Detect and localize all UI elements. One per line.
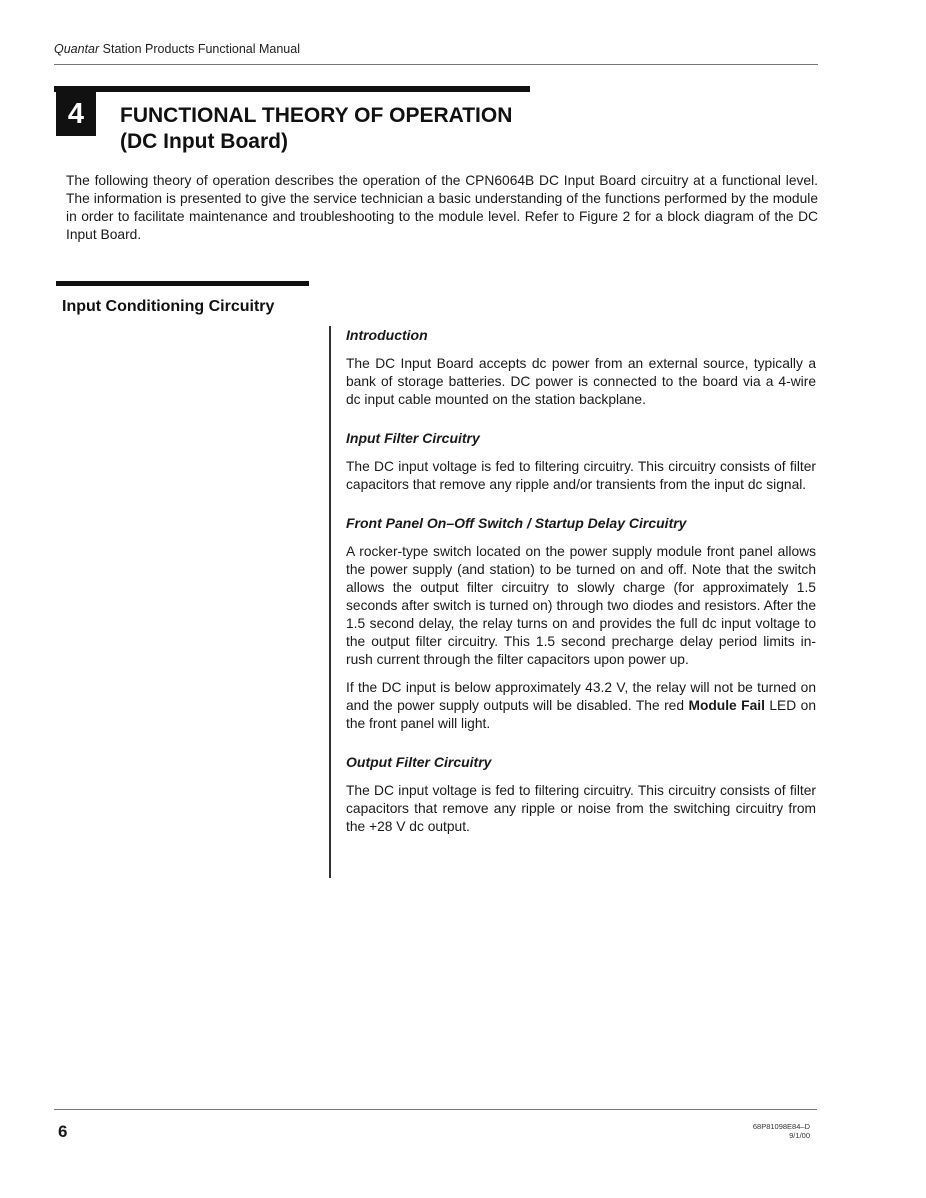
document-code (753, 1122, 810, 1140)
body-column (346, 326, 816, 836)
chapter-title-line2: (DC Input Board) (120, 130, 288, 153)
footer-rule (54, 1109, 817, 1110)
section-bar (56, 281, 309, 286)
subsection-heading: Input Filter Circuitry (346, 430, 480, 446)
subsection-heading: Front Panel On–Off Switch / Startup Delay Circuitry (346, 515, 687, 531)
brand-name: Quantar (54, 42, 100, 56)
column-rule (329, 326, 331, 878)
chapter-number: 4 (67, 98, 85, 130)
manual-title: Station Products Functional Manual (102, 42, 300, 56)
running-header (54, 42, 300, 56)
header-rule (54, 64, 818, 65)
chapter-title-line1: FUNCTIONAL THEORY OF OPERATION (120, 104, 513, 127)
doc-date: 9/1/00 (789, 1131, 810, 1140)
chapter-number-box (56, 92, 96, 136)
chapter-title (120, 103, 512, 155)
doc-number: 68P81098E84–D (752, 1122, 810, 1131)
section-title: Input Conditioning Circuitry (62, 298, 275, 315)
page-number: 6 (58, 1122, 68, 1141)
subsection-heading: Output Filter Circuitry (346, 754, 492, 770)
subsection-paragraph: The DC input voltage is fed to filtering circuitry. This circuitry consists of filter capacitors that remove any ripple or noise from the switching circuitry from the +28 V dc output. (346, 783, 816, 834)
module-fail-paragraph (346, 679, 816, 733)
subsection-heading: Introduction (346, 327, 428, 343)
subsection-paragraph: A rocker-type switch located on the power supply module front panel allows the power supply (and station) to be turned on and off. Note that the switch allows the output filter circuitry to slowly charge (for approximately 1.5 seconds after switch is turned on) through two diodes and resistors. After the 1.5 second delay, the relay turns on and provides the full dc input voltage to the output filter circuitry. This 1.5 second precharge delay period limits in-rush current through the filter capacitors upon power up. (346, 544, 816, 667)
chapter-bar (54, 86, 530, 92)
fail-text-before: If the DC input is below approximately 43.2 V, the relay will not be turned on and the power supply outputs will be disabled. The red (346, 680, 816, 713)
fail-text-after: LED on the front panel will light. (346, 698, 816, 731)
module-fail-label: Module Fail (688, 698, 765, 713)
intro-paragraph: The following theory of operation describes the operation of the CPN6064B DC Input Board circuitry at a functional level. The information is presented to give the service technician a basic understanding of the functions performed by the module in order to facilitate maintenance and troubleshooting to the module level. Refer to Figure 2 for a block diagram of the DC Input Board. (66, 173, 818, 242)
subsection-paragraph: The DC input voltage is fed to filtering circuitry. This circuitry consists of filter capacitors that remove any ripple and/or transients from the input dc signal. (346, 459, 816, 492)
subsection-paragraph: The DC Input Board accepts dc power from an external source, typically a bank of storage batteries. DC power is connected to the board via a 4-wire dc input cable mounted on the station backplane. (346, 356, 816, 407)
